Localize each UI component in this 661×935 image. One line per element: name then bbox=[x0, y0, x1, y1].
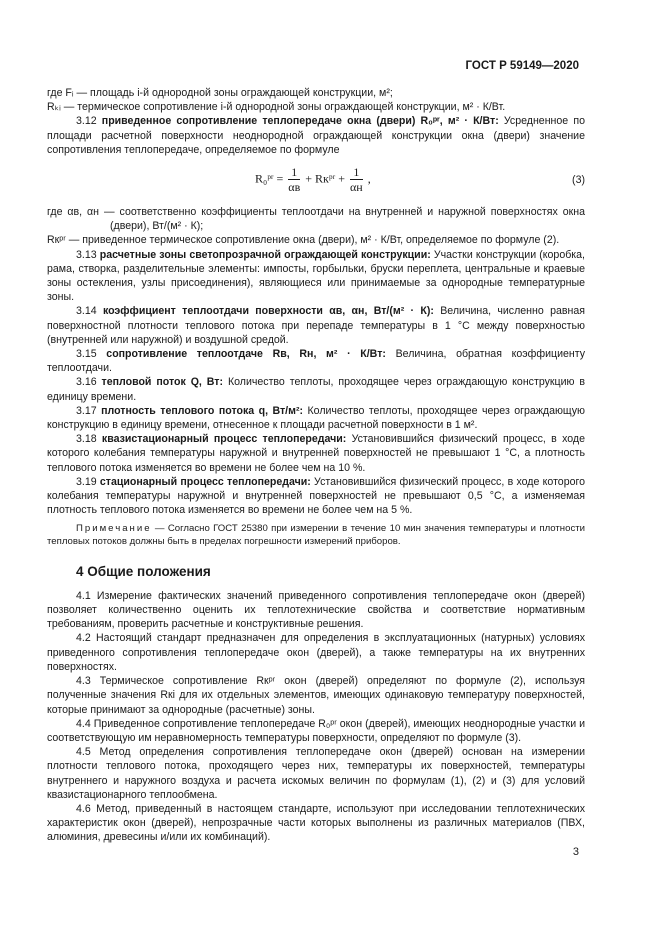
clause-text: Установившийся физический процесс, в ходе которого колебания температуры наружной и внутренней поверхностей не превышают 1 °С, а плотность теплового потока изменяется во времени не более чем на 10 %. bbox=[47, 433, 585, 474]
definition-line: Rₖᵢ — термическое сопротивление i-й однородной зоны ограждающей конструкции, м² · К/Вт. bbox=[47, 101, 506, 114]
clause-number: 3.18 bbox=[76, 433, 97, 446]
clause-term: сопротивление теплоотдаче Rв, Rн, м² · К/Вт: bbox=[106, 348, 386, 361]
note-label: Примечание bbox=[76, 523, 152, 535]
clause-text: Усредненное по площади расчетной поверхности неоднородной ограждающей конструкции окна (двери) значение сопротивления теплопередаче, определяемое по формуле bbox=[47, 115, 585, 156]
clause-text: Установившийся физический процесс, в ходе которого колебания температуры наружной и внутренней поверхностей не превышают 0,5 °С, а изменяемая плотность теплового потока изменяется во времени не более чем на 5 %. bbox=[47, 475, 585, 517]
definition-line: где Fᵢ — площадь i-й однородной зоны ограждающей конструкции, м²; bbox=[47, 87, 393, 99]
formula-tail: , bbox=[367, 171, 371, 186]
clause-number: 3.14 bbox=[76, 305, 97, 318]
formula-lhs: R₀ᵖʳ = bbox=[255, 171, 284, 186]
clause-text: Участки конструкции (коробка, рама, створка, разделительные элементы: импосты, горбыльки, бруски переплета, центральные и краевые зоны остекления, узлы присоединения), являющиеся или принимаемые за однородные температурные зоны. bbox=[47, 248, 585, 304]
clause-3-17 bbox=[47, 404, 585, 432]
clause-text: Величина, численно равная поверхностной плотности теплового потока при перепаде температуры в 1 °С между поверхностью (внутренней или наружной) и воздушной средой. bbox=[47, 305, 585, 346]
clause-number: 3.17 bbox=[76, 404, 97, 417]
fraction-outer bbox=[350, 165, 363, 194]
clause-text: Количество теплоты, проходящее через ограждающую конструкцию в единицу времени, отнесенное к площади расчетной поверхности в 1 м². bbox=[47, 404, 585, 432]
clause-term: квазистационарный процесс теплопередачи: bbox=[101, 433, 347, 446]
clause-term: стационарный процесс теплопередачи: bbox=[99, 475, 311, 488]
fraction-numerator: 1 bbox=[350, 165, 363, 180]
clause-number: 3.13 bbox=[76, 248, 97, 261]
clause-term: коэффициент теплоотдачи поверхности αв, αн, Вт/(м² · К): bbox=[102, 305, 434, 318]
clause-number: 3.16 bbox=[76, 376, 97, 389]
fraction-inner bbox=[288, 165, 300, 194]
fraction-denominator: αв bbox=[288, 180, 301, 195]
section-heading: 4 Общие положения bbox=[76, 563, 211, 579]
fraction-denominator: αн bbox=[349, 180, 363, 195]
clause-3-14 bbox=[47, 304, 585, 347]
note bbox=[47, 523, 585, 548]
fraction-numerator: 1 bbox=[288, 165, 300, 180]
clause-4-4: 4.4 Приведенное сопротивление теплопередаче R₀ᵖʳ окон (дверей), имеющих неоднородные участки и соответствующую им неравномерность температуры поверхности, определяют по формуле (3). bbox=[47, 717, 585, 744]
clause-4-1: 4.1 Измерение фактических значений приведенного сопротивления теплопередаче окон (дверей) позволяет количественно оценить их теплотехнические свойства и соответствие нормативным требованиям, проверить расчетные и конструктивные решения. bbox=[47, 589, 585, 631]
page-content bbox=[47, 86, 585, 845]
clause-text: Количество теплоты, проходящее через ограждающую конструкцию в единицу времени. bbox=[47, 376, 585, 403]
clause-3-12 bbox=[47, 114, 585, 157]
clause-number: 3.19 bbox=[76, 475, 97, 488]
clause-term: расчетные зоны светопрозрачной ограждающей конструкции: bbox=[99, 248, 431, 261]
clause-text: Величина, обратная коэффициенту теплоотдачи. bbox=[47, 348, 585, 375]
note-text: — Согласно ГОСТ 25380 при измерении в течение 10 мин значения температуры и плотности тепловых потоков должны быть в пределах погрешности измерений приборов. bbox=[47, 523, 585, 548]
equation-number: (3) bbox=[572, 174, 585, 187]
definition-line: где αв, αн — соответственно коэффициенты теплоотдачи на внутренней и наружной поверхностях окна (двери), Вт/(м² · К); bbox=[47, 206, 585, 233]
clause-term: приведенное сопротивление теплопередаче окна (двери) R₀ᵖʳ, м² · К/Вт: bbox=[101, 115, 499, 128]
formula-middle-term: + Rкᵖʳ + bbox=[305, 171, 345, 186]
clause-number: 3.12 bbox=[76, 115, 97, 128]
clause-3-18 bbox=[47, 432, 585, 475]
definition-line: Rкᵖʳ — приведенное термическое сопротивление окна (двери), м² · К/Вт, определяемое по формуле (2). bbox=[47, 234, 560, 247]
clause-number: 3.15 bbox=[76, 348, 97, 361]
formula-expression bbox=[255, 165, 371, 194]
clause-4-3: 4.3 Термическое сопротивление Rкᵖʳ окон (дверей) определяют по формуле (2), используя полученные значения Rкi для их отдельных элементов, имеющих одинаковую температуру поверхностей, которые принимают за однородные (расчетные) зоны. bbox=[47, 675, 585, 716]
standard-code-header: ГОСТ Р 59149—2020 bbox=[465, 60, 579, 72]
clause-4-6: 4.6 Метод, приведенный в настоящем стандарте, используют при исследовании теплотехнических характеристик окон (дверей), непрозрачные части которых выполнены из различных материалов (ПВХ, алюминия, древесины и/или их комбинаций). bbox=[47, 802, 585, 844]
clause-term: плотность теплового потока q, Вт/м²: bbox=[101, 404, 304, 417]
clause-4-5: 4.5 Метод определения сопротивления теплопередаче окон (дверей) основан на измерении плотности теплового потока, проходящего через них, температуры их поверхностей, температуры внутреннего и наружного воздуха и расчета искомых величин по формулам (1), (2) и (3) для условий квазистационарного теплообмена. bbox=[47, 746, 585, 801]
clause-3-13 bbox=[47, 248, 585, 305]
clause-4-2: 4.2 Настоящий стандарт предназначен для определения в эксплуатационных (натурных) условиях приведенного сопротивления теплопередаче окон (дверей), а также температуры на их внутренних поверхностях. bbox=[47, 632, 585, 673]
clause-3-19 bbox=[47, 475, 585, 518]
formula-3 bbox=[47, 161, 585, 201]
clause-term: тепловой поток Q, Вт: bbox=[101, 376, 224, 389]
clause-3-15 bbox=[47, 347, 585, 375]
page-number: 3 bbox=[572, 846, 579, 858]
clause-3-16 bbox=[47, 375, 585, 403]
